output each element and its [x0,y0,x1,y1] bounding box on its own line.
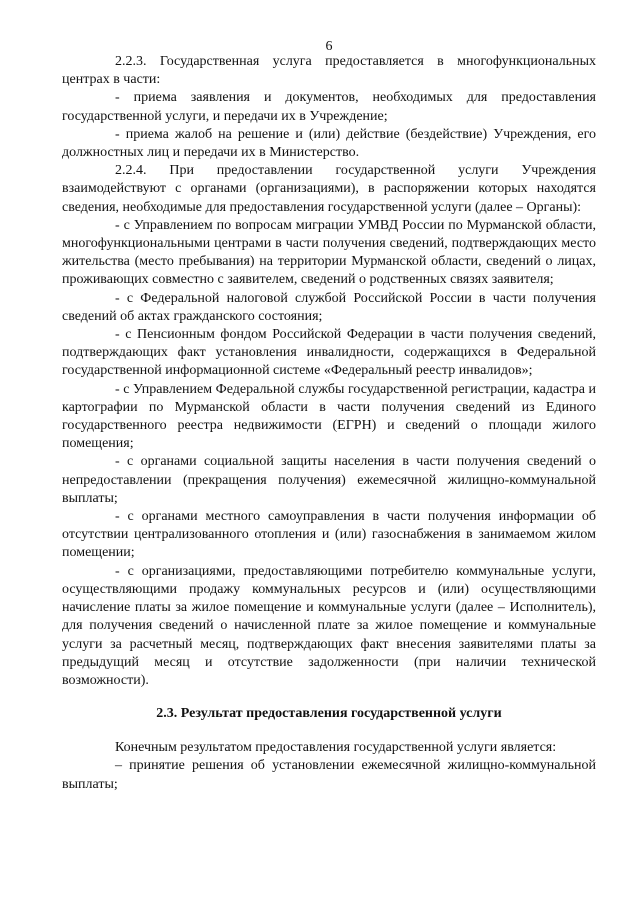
list-item-local-government: - с органами местного самоуправления в части получения информации об отсутствии централизованного отопления и (или) газоснабжения в занимаемом жилом помещении; [62,509,596,561]
list-item-applications: - приема заявления и документов, необходимых для предоставления государственной услуги, и передачи их в Учреждение; [62,90,596,124]
paragraph-2-2-3: 2.2.3. Государственная услуга предоставляется в многофункциональных центрах в части: [62,54,596,88]
document-body [62,53,596,794]
list-item-migration: - с Управлением по вопросам миграции УМВД России по Мурманской области, многофункциональными центрами в части получения сведений, подтверждающих место жительства (место пребывания) на территории Мурманской области, сведений о лицах, проживающих совместно с заявителем, сведений о родственных связях заявителя; [62,217,596,288]
list-item-pension-fund: - с Пенсионным фондом Российской Федерации в части получения сведений, подтверждающих факт установления инвалидности, содержащихся в Федеральной государственной информационной системе «Федеральный реестр инвалидов»; [62,327,596,379]
paragraph-2-2-4: 2.2.4. При предоставлении государственной услуги Учреждения взаимодействуют с органами (организациями), в распоряжении которых находятся сведения, необходимые для предоставления государственной услуги (далее – Органы): [62,163,596,215]
list-item-result-decision: – принятие решения об установлении ежемесячной жилищно-коммунальной выплаты; [62,758,596,792]
list-item-utility-organizations: - с организациями, предоставляющими потребителю коммунальные услуги, осуществляющими продажу коммунальных ресурсов и (или) осуществляющими начисление платы за жилое помещение и коммунальные услуги (далее – Исполнитель), для получения сведений о начисленной плате за жилое помещение и коммунальные услуги за расчетный месяц, подтверждающих факт внесения заявителями платы за предыдущий месяц и отсутствие задолженности (при наличии технической возможности). [62,563,596,688]
list-item-social-protection: - с органами социальной защиты населения в части получения сведений о непредоставлении (прекращения получения) ежемесячной жилищно-коммунальной выплаты; [62,454,596,506]
list-item-rosreestr: - с Управлением Федеральной службы государственной регистрации, кадастра и картографии по Мурманской области в части получения сведений из Единого государственного реестра недвижимости (ЕГРН) и сведений о площади жилого помещения; [62,381,596,452]
page-number: 6 [325,39,333,54]
paragraph-result-intro: Конечным результатом предоставления государственной услуги является: [115,740,557,756]
list-item-complaints: - приема жалоб на решение и (или) действие (бездействие) Учреждения, его должностных лиц и передачи их в Министерство. [62,126,596,161]
section-heading: 2.3. Результат предоставления государственной услуги [156,706,502,722]
list-item-tax-service: - с Федеральной налоговой службой Российской России в части получения сведений об актах гражданского состояния; [62,290,596,324]
